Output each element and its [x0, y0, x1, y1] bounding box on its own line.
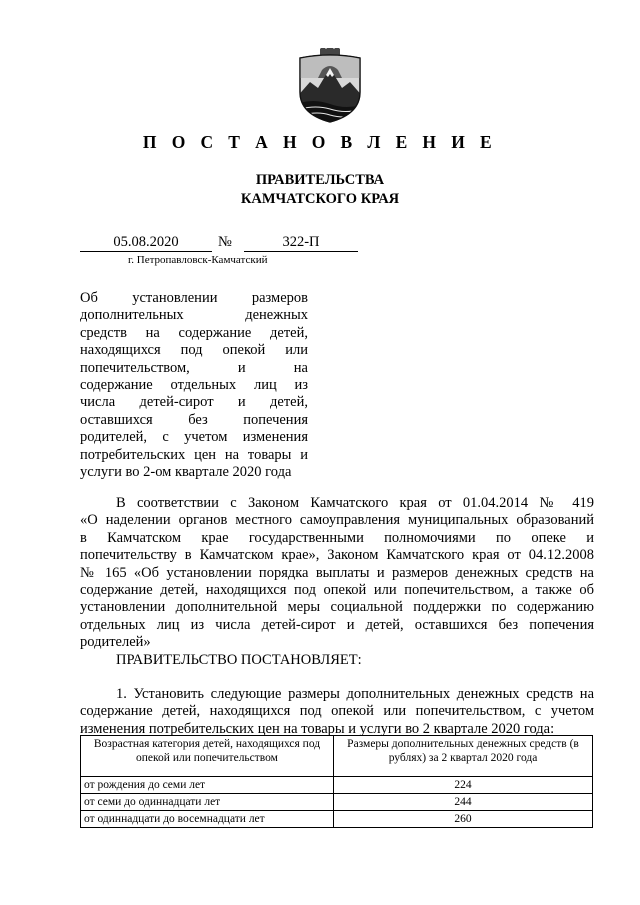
preamble-paragraph [80, 495, 594, 652]
table-row [81, 811, 593, 828]
age-category-cell: от одиннадцати до восемнадцати лет [81, 811, 334, 828]
subject-line: средств на содержание детей, [80, 324, 308, 341]
preamble-line: попечительству в Камчатском крае», Законом Камчатского края от 04.12.2008 [80, 547, 594, 564]
preamble-line: родителей» [80, 634, 151, 651]
preamble-line: отдельных лиц из числа детей-сирот и детей, оставшихся без попечения [80, 616, 594, 633]
document-title: П О С Т А Н О В Л Е Н И Е [142, 132, 498, 152]
resolution-heading: ПРАВИТЕЛЬСТВО ПОСТАНОВЛЯЕТ: [116, 652, 362, 668]
point-1-line: 1. Установить следующие размеры дополнительных денежных средств на [116, 686, 594, 702]
preamble-line: В соответствии с Законом Камчатского края от 01.04.2014 № 419 [116, 495, 594, 511]
coat-of-arms-icon [296, 48, 364, 124]
document-number: 322-П [244, 234, 358, 252]
issuer-line-2: КАМЧАТСКОГО КРАЯ [240, 191, 400, 207]
amount-cell: 224 [334, 777, 593, 794]
subject-line: числа детей-сирот и детей, [80, 394, 308, 411]
preamble-line: № 165 «Об установлении порядка выплаты и размеров денежных средств на [80, 564, 594, 581]
age-category-cell: от рождения до семи лет [81, 777, 334, 794]
document-date: 05.08.2020 [80, 234, 212, 252]
preamble-line: установлении дополнительной меры социальной поддержки по содержанию [80, 599, 594, 616]
number-sign: № [218, 234, 232, 250]
table-row [81, 777, 593, 794]
issuer-line-1: ПРАВИТЕЛЬСТВА [255, 172, 385, 188]
amount-cell: 260 [334, 811, 593, 828]
subject-line: находящихся под опекой или [80, 342, 308, 359]
subject-line: оставшихся без попечения [80, 411, 308, 428]
age-category-cell: от семи до одиннадцати лет [81, 794, 334, 811]
subject-line: дополнительных денежных [80, 307, 308, 324]
header-age-category: Возрастная категория детей, находящихся под опекой или попечительством [81, 736, 334, 777]
subject-line: Об установлении размеров [80, 290, 308, 306]
preamble-line: содержание детей, находящихся под опекой или попечительством, а также об [80, 582, 594, 599]
table-row [81, 794, 593, 811]
subject-line: родителей, с учетом изменения [80, 429, 308, 446]
header-amount: Размеры дополнительных денежных средств (в рублях) за 2 квартал 2020 года [334, 736, 593, 777]
preamble-line: «О наделении органов местного самоуправления муниципальных образований [80, 512, 594, 529]
document-subject [80, 290, 308, 481]
subject-line: попечительством, и на [80, 359, 308, 376]
document-city: г. Петропавловск-Камчатский [128, 254, 268, 266]
table-header-row [81, 736, 593, 777]
amount-cell: 244 [334, 794, 593, 811]
subject-line: содержание отдельных лиц из [80, 377, 308, 394]
subject-line: потребительских цен на товары и [80, 446, 308, 463]
point-1-line: содержание детей, находящихся под опекой или попечительством, с учетом [80, 703, 594, 720]
rates-table [80, 735, 593, 828]
point-1-paragraph [80, 686, 594, 738]
subject-line: услуги во 2-ом квартале 2020 года [80, 464, 292, 481]
point-1-line: изменения потребительских цен на товары и услуги во 2 квартале 2020 года: [80, 720, 555, 737]
preamble-line: в Камчатском крае государственными полномочиями по опеке и [80, 529, 594, 546]
